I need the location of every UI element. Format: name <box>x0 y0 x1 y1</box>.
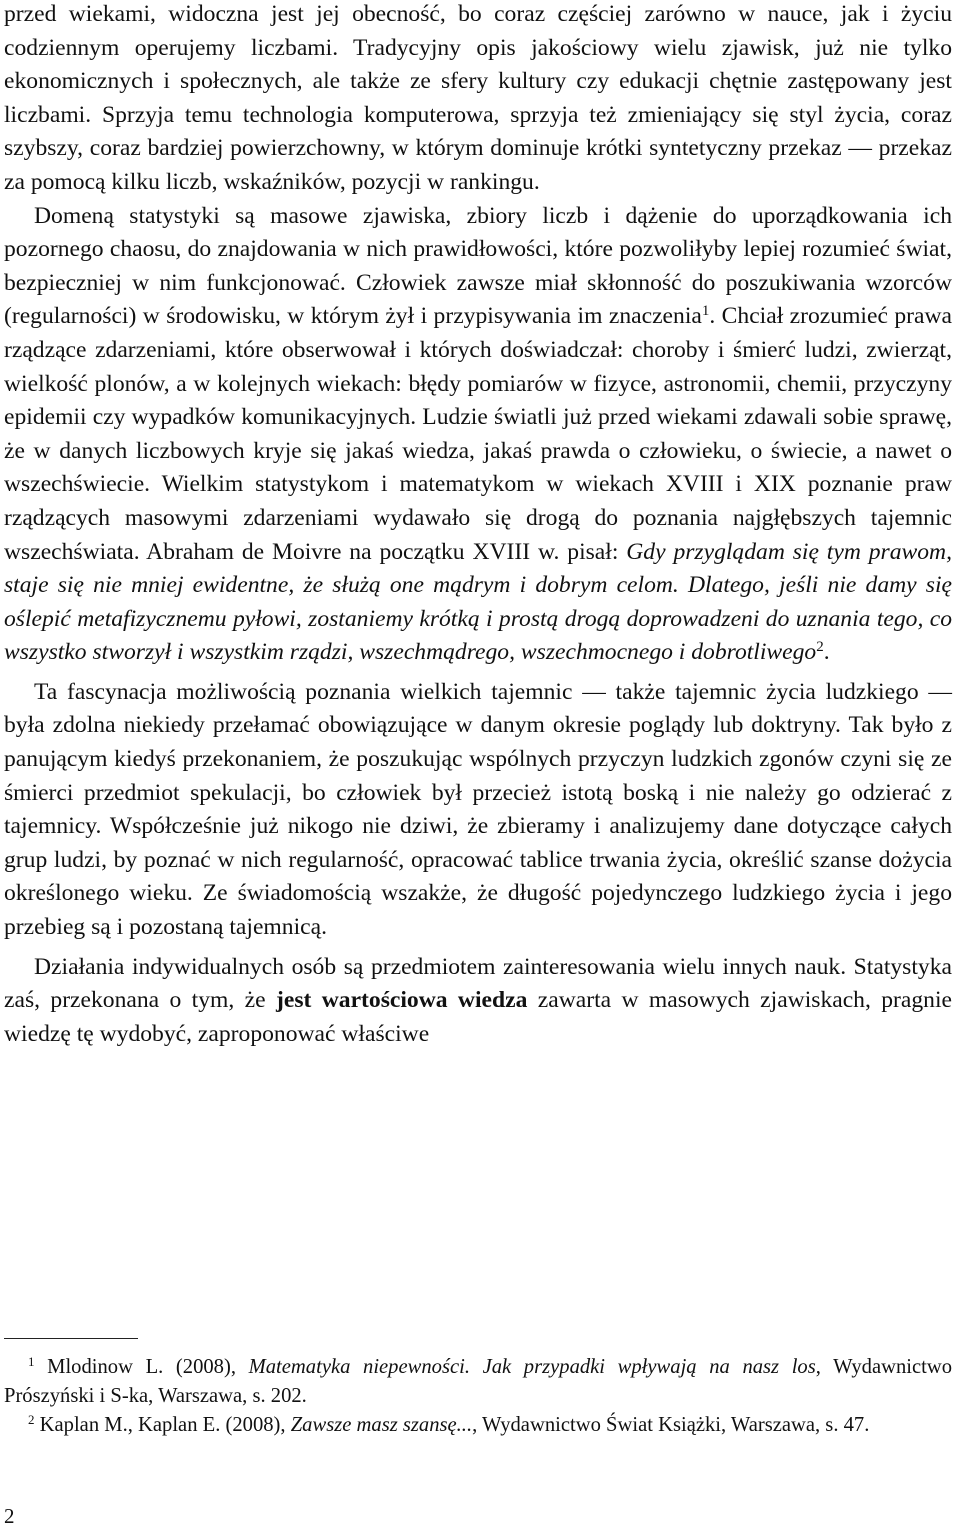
footnote-separator <box>4 1338 138 1339</box>
paragraph-4 <box>4 951 952 1052</box>
paragraph-3-text: Ta fascynacja możliwością poznania wielkich tajemnic — także tajemnic życia ludzkiego — była zdolna niekiedy przełamać obowiązujące w danym okresie poglądy lub doktryny. Tak było z panującym kiedyś przekonaniem, że poszukując wspólnych przyczyn ludzkich zgonów czyni się ze śmierci przedmiot spekulacji, bo człowiek był przecież istotą boską i nie należy go odzierać z tajemnicy. Współcześnie już nikogo nie dziwi, że zbieramy i analizujemy dane dotyczące całych grup ludzi, by poznać w nich regularność, opracować tablice trwania życia, określić szanse dożycia określonego wieku. Ze świadomością wszakże, że długość pojedynczego ludzkiego życia i jego przebieg są i pozostaną tajemnicą. <box>4 678 952 941</box>
paragraph-2 <box>4 200 952 670</box>
footnote-2 <box>4 1411 952 1440</box>
footnote-ref-2[interactable]: 2 <box>816 639 824 656</box>
de-moivre-quote: Gdy przyglądam się tym prawom, staje się nie mniej ewidentne, że służą one mądrym i dobrym celom. Dlatego, jeśli nie damy się oślepić metafizycznemu pyłowi, zostaniemy krótką i prostą drogą doprowadzeni do uznania tego, co wszystko stworzył i wszystkim rządzi, wszechmądrego, wszechmocnego i dobrotliwego <box>4 538 952 666</box>
paragraph-4-text-b: zawarta w masowych zjawiskach, pragnie wiedzę tę wydobyć, zaproponować właściwe <box>4 987 952 1047</box>
page-number: 2 <box>4 1504 15 1528</box>
emphasized-phrase: jest wartościowa wiedza <box>275 987 528 1014</box>
paragraph-2-text-a: Domeną statystyki są masowe zjawiska, zbiory liczb i dążenie do uporządkowania ich pozornego chaosu, do znajdowania w nich prawidłowości, które pozwoliłyby lepiej rozumieć świat, bezpieczniej w nim funkcjonować. Człowiek zawsze miał skłonność do poszukiwania wzorców (regularności) w środowisku, w którym żył i przypisywania im znaczenia <box>4 202 952 330</box>
footnote-ref-1[interactable]: 1 <box>701 303 710 320</box>
paragraph-2-text-c: . <box>823 639 830 666</box>
footnote-1-title: Matematyka niepewności. Jak przypadki wpływają na nasz los <box>248 1356 816 1378</box>
paragraph-3 <box>4 676 952 945</box>
main-text <box>4 0 952 1051</box>
footnote-1-publisher: , Wydawnictwo Prószyński i S-ka, Warszawa, s. 202. <box>4 1356 953 1407</box>
paragraph-4-text-a: Działania indywidualnych osób są przedmiotem zainteresowania wielu innych nauk. Statystyka zaś, przekonana o tym, że <box>4 953 952 1014</box>
footnote-1-author: Mlodinow L. (2008), <box>34 1356 249 1378</box>
footnote-2-number: 2 <box>28 1411 35 1427</box>
paragraph-1 <box>4 0 952 200</box>
footnote-1-number: 1 <box>28 1353 35 1369</box>
footnotes <box>4 1353 952 1440</box>
footnote-1 <box>4 1353 952 1411</box>
paragraph-1-text: przed wiekami, widoczna jest jej obecność, bo coraz częściej zarówno w nauce, jak i życiu codziennym operujemy liczbami. Tradycyjny opis jakościowy wielu zjawisk, już nie tylko ekonomicznych i społecznych, ale także ze sfery kultury czy edukacji chętnie zastępowany jest liczbami. Sprzyja temu technologia komputerowa, sprzyja też zmieniający się styl życia, coraz szybszy, coraz bardziej powierzchowny, w którym dominuje krótki syntetyczny przekaz — przekaz za pomocą kilku liczb, wskaźników, pozycji w rankingu. <box>4 1 952 195</box>
footnote-2-publisher: , Wydawnictwo Świat Książki, Warszawa, s. 47. <box>472 1414 870 1436</box>
footnote-2-title: Zawsze masz szansę... <box>290 1414 473 1436</box>
paragraph-2-text-b: . Chciał zrozumieć prawa rządzące zdarzeniami, które obserwował i których doświadczał: choroby i śmierć ludzi, zwierząt, wielkość plonów, a w kolejnych wiekach: błędy pomiarów w fizyce, astronomii, chemii, przyczyny epidemii czy wypadków komunikacyjnych. Ludzie światli już przed wiekami zdawali sobie sprawę, że w danych liczbowych kryje się jakaś wiedza, jakaś prawda o człowieku, o świecie, a nawet o wszechświecie. Wielkim statystykom i matematykom w wiekach XVIII i XIX poznanie praw rządzących masowymi zdarzeniami wydawało się drogą do poznania najgłębszych tajemnic wszechświata. Abraham de Moivre na początku XVIII w. pisał: <box>4 303 952 565</box>
footnote-2-author: Kaplan M., Kaplan E. (2008), <box>34 1414 291 1436</box>
